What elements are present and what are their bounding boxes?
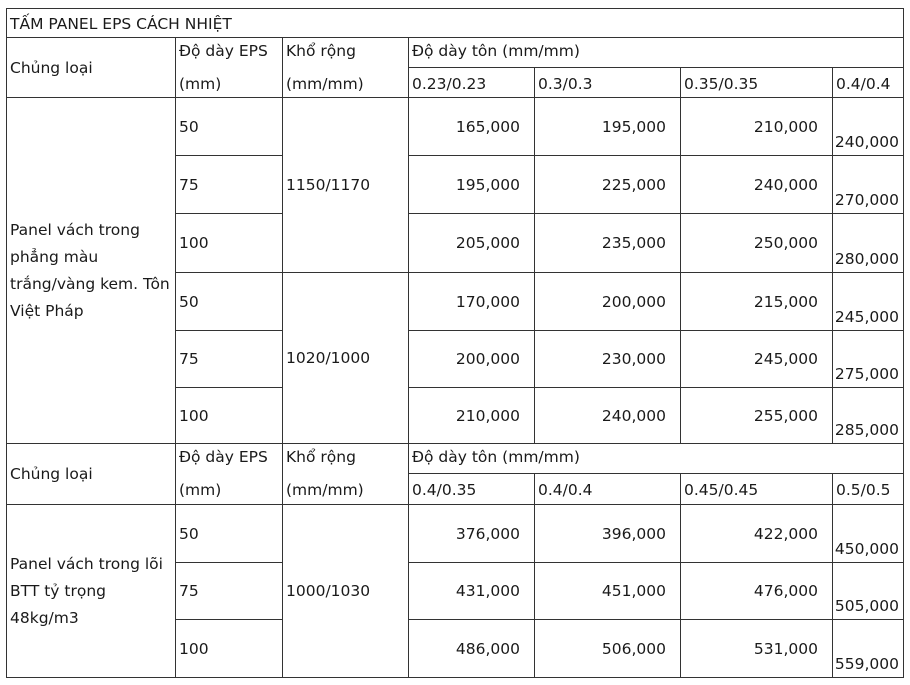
eps-cell: 75 xyxy=(176,156,283,214)
eps-cell: 75 xyxy=(176,563,283,620)
header-sheet-col-2: 0.4/0.4 xyxy=(535,474,681,505)
price-cell: 225,000 xyxy=(535,156,681,214)
eps-cell: 50 xyxy=(176,505,283,563)
table-title: TẤM PANEL EPS CÁCH NHIỆT xyxy=(6,8,904,38)
header-sheet-col-4: 0.5/0.5 xyxy=(833,474,904,505)
price-cell: 275,000 xyxy=(833,331,904,388)
width-cell: 1000/1030 xyxy=(283,505,409,678)
price-cell: 195,000 xyxy=(535,98,681,156)
price-cell: 240,000 xyxy=(833,98,904,156)
price-cell: 255,000 xyxy=(681,388,833,444)
price-cell: 280,000 xyxy=(833,214,904,273)
header-width-line2: (mm/mm) xyxy=(283,68,409,98)
eps-cell: 100 xyxy=(176,214,283,273)
price-cell: 396,000 xyxy=(535,505,681,563)
header-sheet-col-4: 0.4/0.4 xyxy=(833,68,904,98)
price-cell: 245,000 xyxy=(681,331,833,388)
width-cell: 1150/1170 xyxy=(283,98,409,273)
header-eps-line2: (mm) xyxy=(176,474,283,505)
price-cell: 422,000 xyxy=(681,505,833,563)
header-eps-line1: Độ dày EPS xyxy=(176,38,283,68)
price-cell: 486,000 xyxy=(409,620,535,678)
header-type: Chủng loại xyxy=(6,38,176,98)
price-cell: 245,000 xyxy=(833,273,904,331)
price-cell: 451,000 xyxy=(535,563,681,620)
header-width-line2: (mm/mm) xyxy=(283,474,409,505)
header-sheet-col-1: 0.4/0.35 xyxy=(409,474,535,505)
eps-cell: 100 xyxy=(176,388,283,444)
eps-cell: 100 xyxy=(176,620,283,678)
price-cell: 559,000 xyxy=(833,620,904,678)
price-cell: 506,000 xyxy=(535,620,681,678)
header-sheet-col-3: 0.45/0.45 xyxy=(681,474,833,505)
header-sheet-thickness: Độ dày tôn (mm/mm) xyxy=(409,38,904,68)
price-cell: 230,000 xyxy=(535,331,681,388)
price-cell: 165,000 xyxy=(409,98,535,156)
price-cell: 531,000 xyxy=(681,620,833,678)
price-cell: 205,000 xyxy=(409,214,535,273)
header-eps-line1: Độ dày EPS xyxy=(176,444,283,474)
price-cell: 235,000 xyxy=(535,214,681,273)
header-eps-line2: (mm) xyxy=(176,68,283,98)
price-cell: 200,000 xyxy=(409,331,535,388)
price-cell: 200,000 xyxy=(535,273,681,331)
header-sheet-col-2: 0.3/0.3 xyxy=(535,68,681,98)
eps-cell: 50 xyxy=(176,98,283,156)
price-cell: 450,000 xyxy=(833,505,904,563)
eps-cell: 75 xyxy=(176,331,283,388)
header-width-line1: Khổ rộng xyxy=(283,38,409,68)
price-cell: 240,000 xyxy=(681,156,833,214)
price-cell: 250,000 xyxy=(681,214,833,273)
header-type: Chủng loại xyxy=(6,444,176,505)
header-sheet-col-1: 0.23/0.23 xyxy=(409,68,535,98)
price-cell: 285,000 xyxy=(833,388,904,444)
eps-cell: 50 xyxy=(176,273,283,331)
header-width-line1: Khổ rộng xyxy=(283,444,409,474)
product-type-1: Panel vách trong phẳng màu trắng/vàng kem. Tôn Việt Pháp xyxy=(6,98,176,444)
product-type-2: Panel vách trong lõi BTT tỷ trọng 48kg/m3 xyxy=(6,505,176,678)
price-cell: 376,000 xyxy=(409,505,535,563)
price-cell: 505,000 xyxy=(833,563,904,620)
price-cell: 431,000 xyxy=(409,563,535,620)
header-sheet-thickness: Độ dày tôn (mm/mm) xyxy=(409,444,904,474)
price-cell: 215,000 xyxy=(681,273,833,331)
price-cell: 270,000 xyxy=(833,156,904,214)
header-sheet-col-3: 0.35/0.35 xyxy=(681,68,833,98)
price-cell: 476,000 xyxy=(681,563,833,620)
price-cell: 210,000 xyxy=(409,388,535,444)
price-cell: 170,000 xyxy=(409,273,535,331)
price-cell: 195,000 xyxy=(409,156,535,214)
width-cell: 1020/1000 xyxy=(283,273,409,444)
price-cell: 210,000 xyxy=(681,98,833,156)
price-cell: 240,000 xyxy=(535,388,681,444)
